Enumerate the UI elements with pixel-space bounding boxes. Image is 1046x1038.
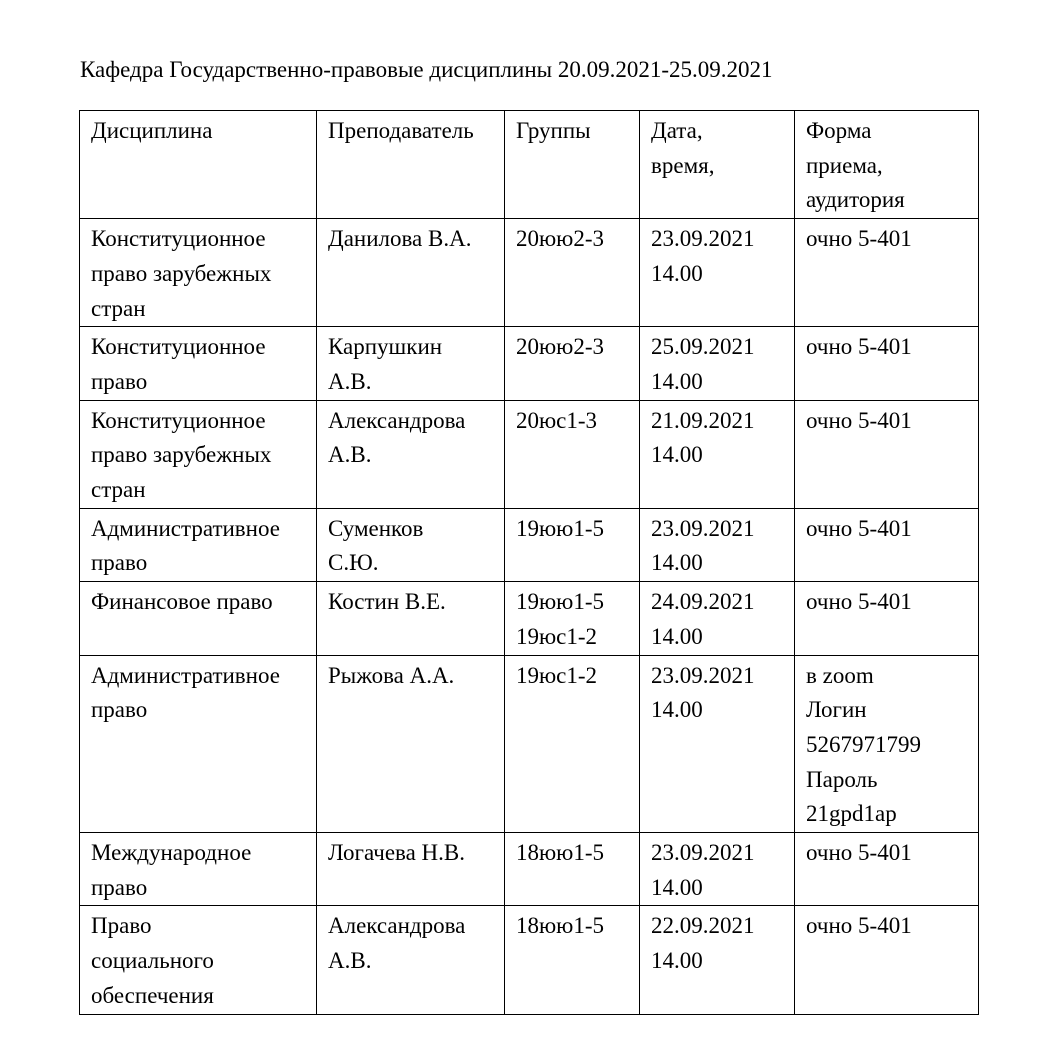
- table-row: [80, 582, 979, 655]
- cell-discipline: Административное право: [80, 655, 317, 833]
- cell-discipline: Конституционное право зарубежных стран: [80, 219, 317, 327]
- cell-groups: 18юю1-5: [505, 906, 640, 1014]
- cell-groups: 19юс1-2: [505, 655, 640, 833]
- cell-form-room: очно 5-401: [795, 508, 979, 581]
- cell-teacher: Логачева Н.В.: [317, 833, 505, 906]
- cell-teacher: Александрова А.В.: [317, 400, 505, 508]
- cell-teacher: Данилова В.А.: [317, 219, 505, 327]
- cell-groups: 19юю1-5 19юс1-2: [505, 582, 640, 655]
- cell-groups: 19юю1-5: [505, 508, 640, 581]
- cell-date-time: 25.09.2021 14.00: [640, 327, 795, 400]
- cell-groups: 20юю2-3: [505, 327, 640, 400]
- header-form-room: Форма приема, аудитория: [795, 111, 979, 219]
- cell-discipline: Конституционное право: [80, 327, 317, 400]
- cell-date-time: 23.09.2021 14.00: [640, 219, 795, 327]
- cell-form-room: очно 5-401: [795, 582, 979, 655]
- cell-teacher: Карпушкин А.В.: [317, 327, 505, 400]
- cell-date-time: 23.09.2021 14.00: [640, 508, 795, 581]
- table-row: [80, 508, 979, 581]
- cell-date-time: 23.09.2021 14.00: [640, 655, 795, 833]
- cell-teacher: Костин В.Е.: [317, 582, 505, 655]
- cell-date-time: 23.09.2021 14.00: [640, 833, 795, 906]
- cell-form-room: очно 5-401: [795, 906, 979, 1014]
- table-header-row: [80, 111, 979, 219]
- cell-form-room: очно 5-401: [795, 833, 979, 906]
- cell-form-room: очно 5-401: [795, 219, 979, 327]
- cell-groups: 20юю2-3: [505, 219, 640, 327]
- table-row: [80, 906, 979, 1014]
- cell-groups: 18юю1-5: [505, 833, 640, 906]
- table-row: [80, 833, 979, 906]
- cell-discipline: Конституционное право зарубежных стран: [80, 400, 317, 508]
- cell-date-time: 21.09.2021 14.00: [640, 400, 795, 508]
- header-date-time: Дата, время,: [640, 111, 795, 219]
- cell-form-room: очно 5-401: [795, 327, 979, 400]
- cell-discipline: Право социального обеспечения: [80, 906, 317, 1014]
- cell-form-room: очно 5-401: [795, 400, 979, 508]
- cell-discipline: Административное право: [80, 508, 317, 581]
- header-teacher: Преподаватель: [317, 111, 505, 219]
- table-row: [80, 400, 979, 508]
- header-groups: Группы: [505, 111, 640, 219]
- table-row: [80, 327, 979, 400]
- table-row: [80, 219, 979, 327]
- cell-teacher: Александрова А.В.: [317, 906, 505, 1014]
- cell-date-time: 24.09.2021 14.00: [640, 582, 795, 655]
- header-discipline: Дисциплина: [80, 111, 317, 219]
- cell-discipline: Финансовое право: [80, 582, 317, 655]
- cell-date-time: 22.09.2021 14.00: [640, 906, 795, 1014]
- cell-teacher: Суменков С.Ю.: [317, 508, 505, 581]
- cell-groups: 20юс1-3: [505, 400, 640, 508]
- table-row: [80, 655, 979, 833]
- schedule-table: [79, 110, 979, 1015]
- cell-discipline: Международное право: [80, 833, 317, 906]
- cell-form-room: в zoom Логин 5267971799 Пароль 21gpd1ap: [795, 655, 979, 833]
- page-title: Кафедра Государственно-правовые дисциплины 20.09.2021-25.09.2021: [80, 57, 773, 82]
- cell-teacher: Рыжова А.А.: [317, 655, 505, 833]
